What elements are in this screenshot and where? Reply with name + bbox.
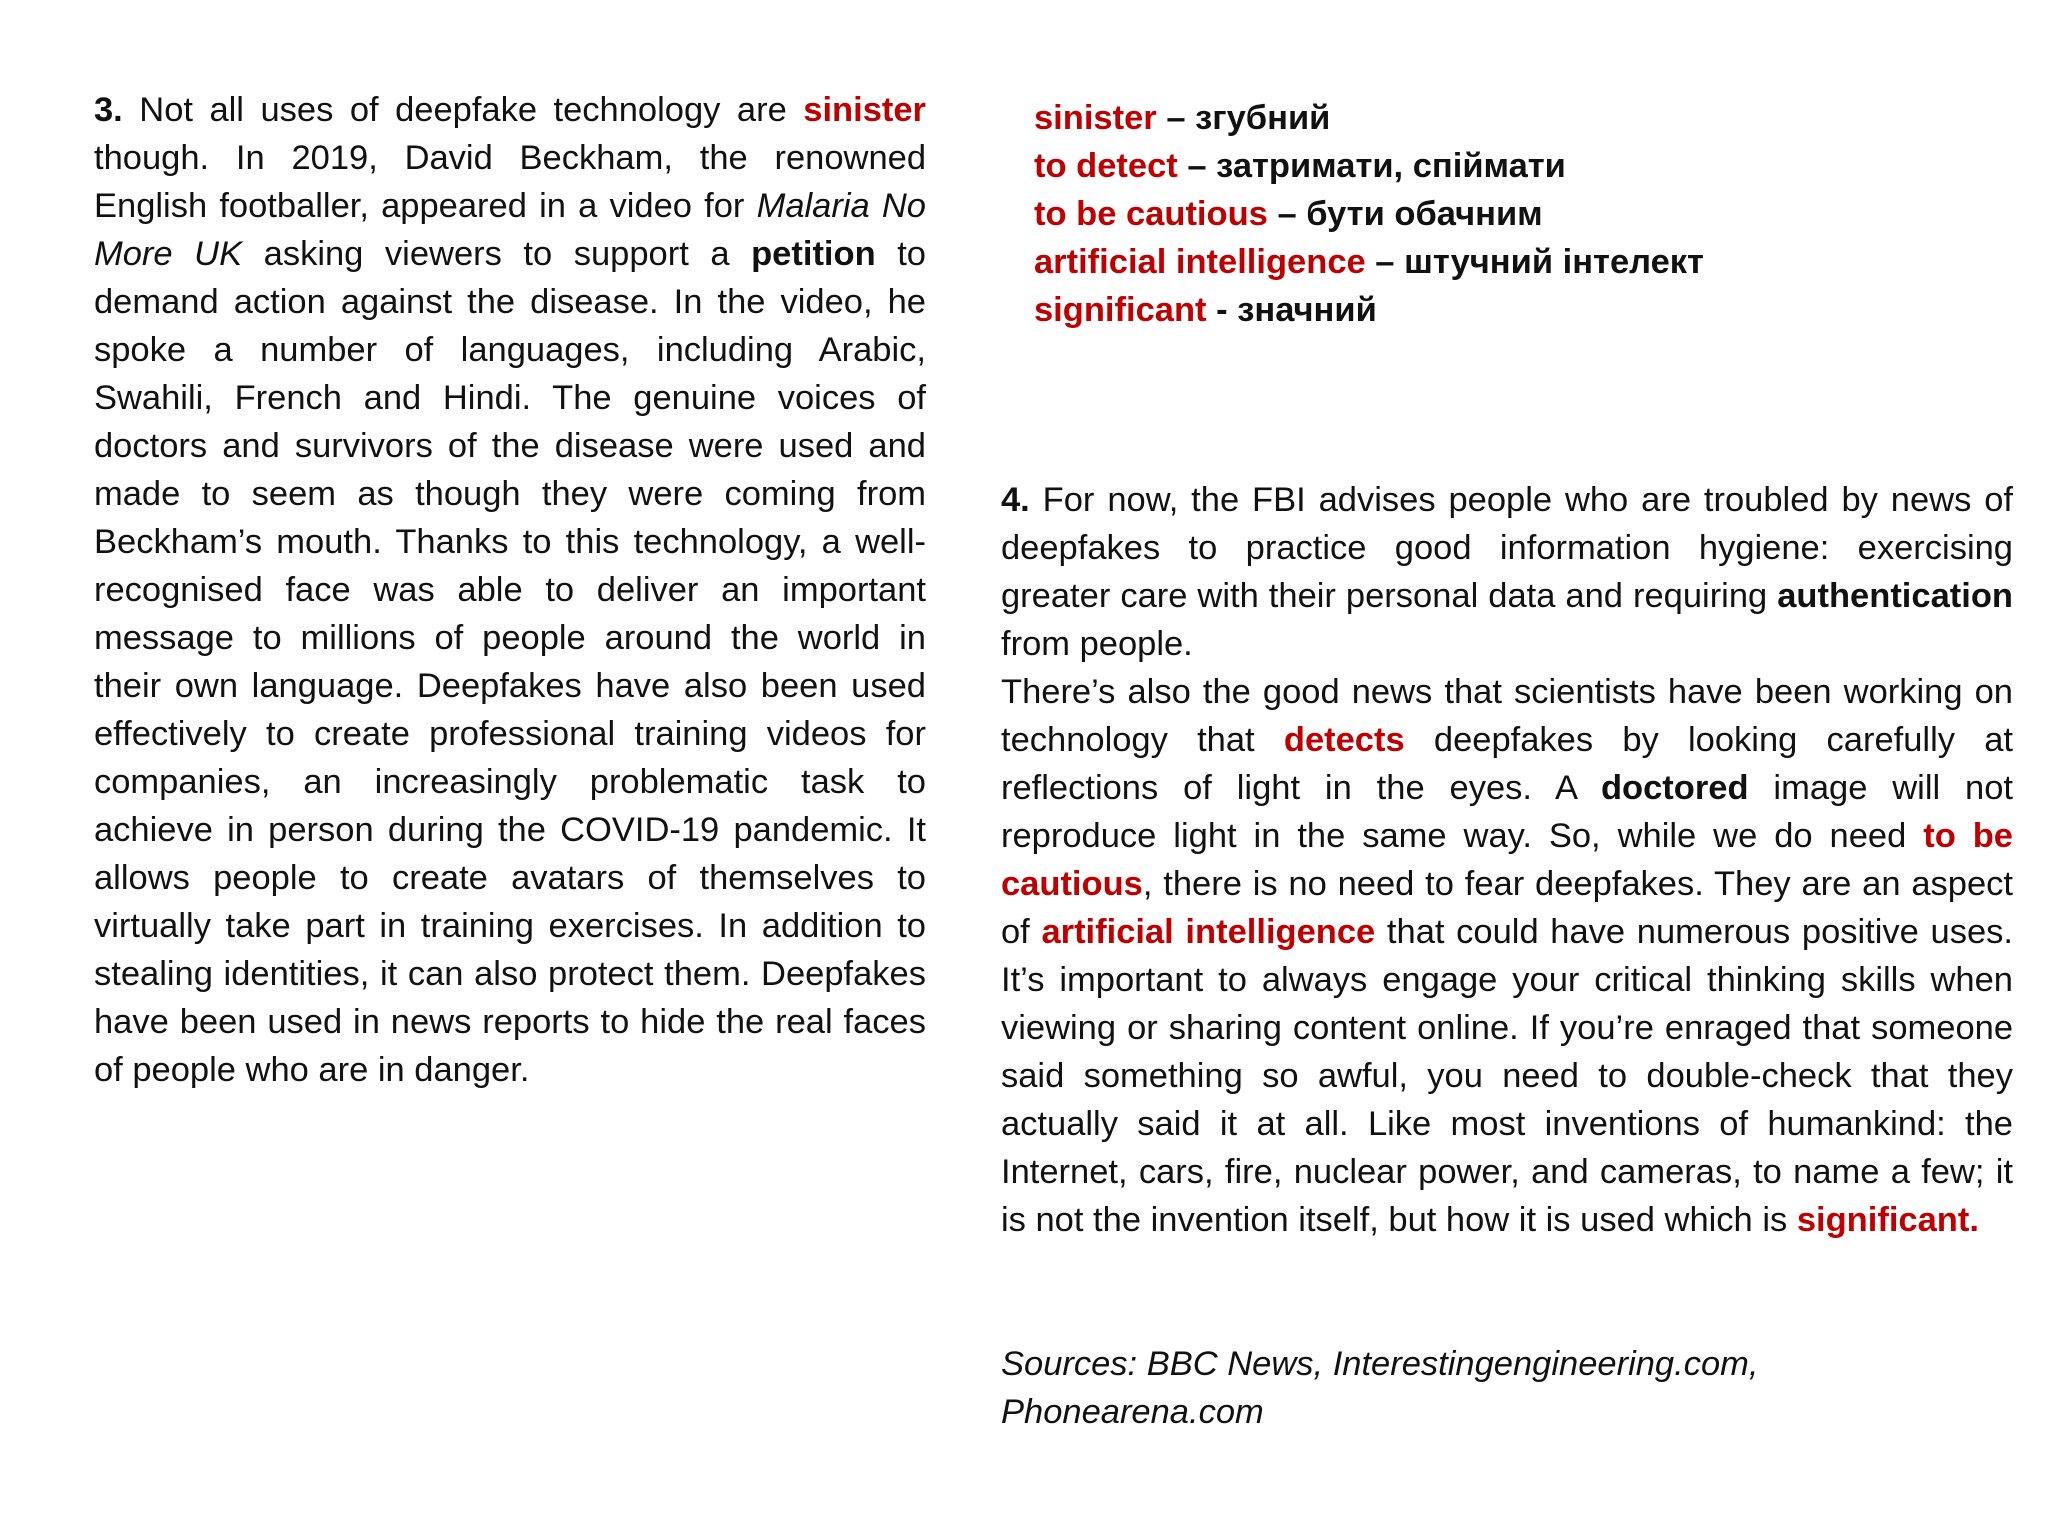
text-run: For now, the FBI advises people who are troubled by news of deepfakes to practice good information hygiene: exercising greater care with their personal data and requiring (1001, 481, 2013, 615)
sources-line-2: Phonearena.com (1001, 1393, 1264, 1431)
section-3-text (94, 86, 926, 1094)
vocab-separator: – (1156, 99, 1196, 137)
text-run: asking viewers to support a (242, 235, 752, 273)
text-run: from people. (1001, 625, 1193, 663)
vocabulary-list (1034, 94, 1934, 334)
vocab-term: to be cautious (1034, 195, 1268, 233)
vocab-separator: - (1206, 291, 1238, 329)
section-number: 3. (94, 91, 123, 129)
vocab-separator: – (1365, 243, 1405, 281)
vocab-translation: затримати, спіймати (1216, 147, 1566, 185)
vocab-translation: штучний інтелект (1404, 243, 1704, 281)
text-run: to demand action against the disease. In the video, he spoke a number of languages, including Arabic, Swahili, French and Hindi. The genuine voices of doctors and survivors of the disease were used and made to seem as though they were coming from Beckham’s mouth. Thanks to this technology, a well-recognised face was able to deliver an important message to millions of people around the world in their own language. Deepfakes have also been used effectively to create professional training videos for companies, an increasingly problematic task to achieve in person during the COVID-19 pandemic. It allows people to create avatars of themselves to virtually take part in training exercises. In addition to stealing identities, it can also protect them. Deepfakes have been used in news reports to hide the real faces of people who are in danger. (94, 235, 926, 1089)
vocab-translation: бути обачним (1306, 195, 1543, 233)
sources-line-1: Sources: BBC News, Interestingengineering.com, (1001, 1345, 1759, 1383)
vocab-term: artificial intelligence (1034, 243, 1366, 281)
section-4-text-part-1 (1001, 476, 2013, 668)
highlight-detects: detects (1283, 721, 1405, 759)
sources (1001, 1340, 2013, 1436)
text-run: that could have numerous positive uses. It’s important to always engage your critical thinking skills when viewing or sharing content online. If you’re enraged that someone said something so awful, you need to double-check that they actually said it at all. Like most inventions of humankind: the Internet, cars, fire, nuclear power, and cameras, to name a few; it is not the invention itself, but how it is used which is (1001, 913, 2013, 1239)
section-3-paragraph (94, 86, 926, 1094)
vocab-item (1034, 142, 1934, 190)
text-run: deepfakes by looking carefully at reflections of light in the eyes. A (1001, 721, 2014, 807)
bold-doctored: doctored (1600, 769, 1749, 807)
bold-authentication: authentication (1777, 577, 2013, 615)
section-4-text-part-2 (1001, 668, 2013, 1244)
text-run: though. In 2019, David Beckham, the renowned English footballer, appeared in a video for (94, 139, 926, 225)
vocab-term: significant (1034, 291, 1207, 329)
vocab-item (1034, 238, 1934, 286)
text-run: There’s also the good news that scientists have been working on technology that (1001, 673, 2013, 759)
vocab-term: to detect (1034, 147, 1178, 185)
bold-petition: petition (751, 235, 876, 273)
highlight-sinister: sinister (803, 91, 926, 129)
vocab-item (1034, 286, 1934, 334)
highlight-to-be-cautious: to be cautious (1001, 817, 2013, 903)
highlight-artificial-intelligence: artificial intelligence (1041, 913, 1376, 951)
vocab-separator: – (1177, 147, 1217, 185)
highlight-significant: significant. (1796, 1201, 1979, 1239)
vocab-item (1034, 190, 1934, 238)
section-number: 4. (1001, 481, 1030, 519)
section-4-paragraph (1001, 476, 2013, 1244)
vocab-separator: – (1267, 195, 1307, 233)
text-run: Not all uses of deepfake technology are (122, 91, 804, 129)
vocab-translation: значний (1237, 291, 1377, 329)
vocab-item (1034, 94, 1934, 142)
vocab-translation: згубний (1195, 99, 1331, 137)
vocab-term: sinister (1034, 99, 1157, 137)
text-run: , there is no need to fear deepfakes. They are an aspect of (1001, 865, 2013, 951)
text-run: image will not reproduce light in the same way. So, while we do need (1001, 769, 2014, 855)
malaria-no-more-uk: Malaria No More UK (94, 187, 926, 273)
